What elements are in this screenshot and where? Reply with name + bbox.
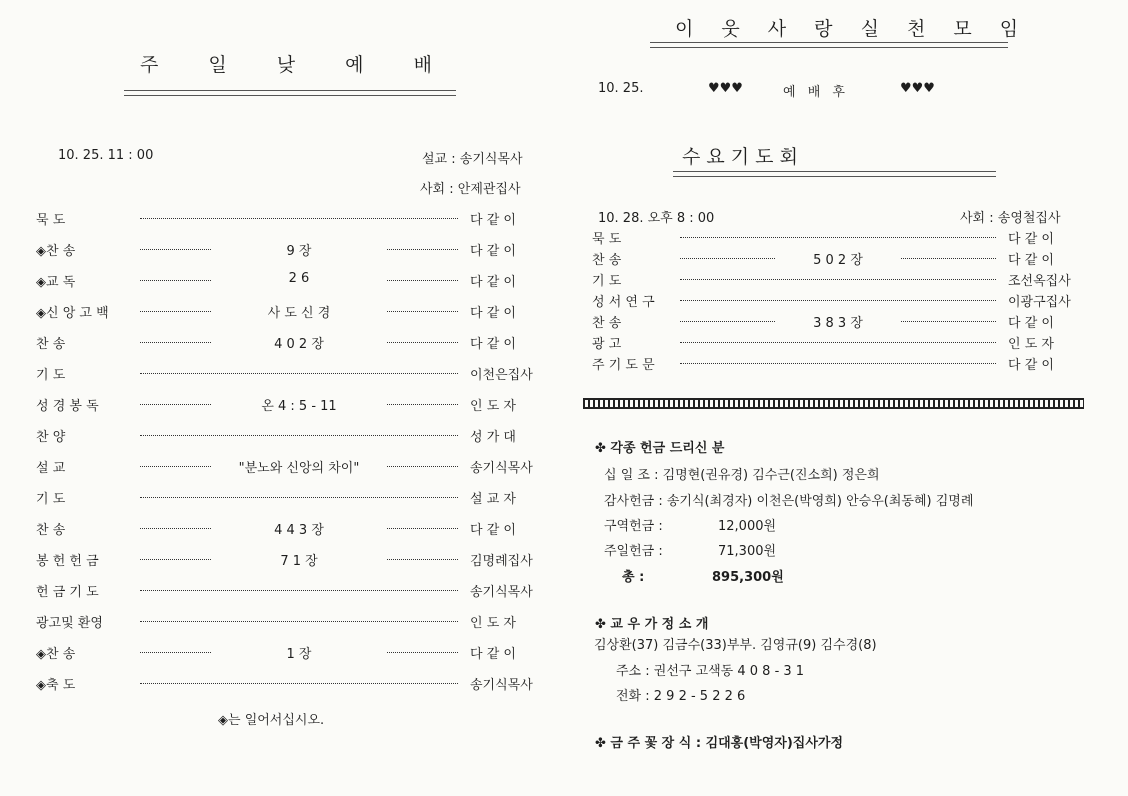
order-item-label: 광 고 — [592, 337, 622, 352]
order-item-leader: 설 교 자 — [470, 492, 516, 507]
leader-line — [387, 559, 458, 560]
service-datetime: 10. 25. 11 : 00 — [58, 148, 154, 163]
order-item-label: 헌 금 기 도 — [36, 585, 99, 600]
order-item-label: 광고및 환영 — [36, 616, 103, 631]
leader-line — [140, 435, 458, 436]
prayer-title: 수 요 기 도 회 — [682, 146, 798, 168]
order-item-leader: 송기식목사 — [470, 461, 533, 476]
order-item-label: 찬 송 — [592, 316, 622, 331]
order-item-detail: 5 0 2 장 — [813, 253, 863, 268]
leader-line — [140, 497, 458, 498]
order-item-label: 찬 송 — [36, 523, 66, 538]
prayer-title-rule — [673, 171, 996, 177]
family-phone: 전화 : 2 9 2 - 5 2 2 6 — [616, 689, 746, 704]
leader-line — [387, 311, 458, 312]
leader-line — [140, 466, 211, 467]
sum-label-district: 구역헌금 : — [604, 519, 663, 534]
leader-line — [140, 590, 458, 591]
hearts-right: ♥♥♥ — [900, 81, 935, 96]
order-item-label: 성 서 연 구 — [592, 295, 655, 310]
sum-value-sunday: 71,300원 — [718, 544, 777, 559]
leader-line — [140, 683, 458, 684]
sum-label-total: 총 : — [622, 570, 645, 585]
footnote: ◈는 일어서십시오. — [218, 713, 325, 728]
order-item-label: 성 경 봉 독 — [36, 399, 99, 414]
sum-value-district: 12,000원 — [718, 519, 777, 534]
order-item-detail: 1 장 — [286, 647, 312, 662]
order-item-label: 기 도 — [36, 368, 66, 383]
order-item-detail: "분노와 신앙의 차이" — [238, 461, 360, 476]
order-item-leader: 다 같 이 — [470, 213, 516, 228]
family-line: 김상환(37) 김금수(33)부부. 김영규(9) 김수경(8) — [594, 638, 877, 653]
leader-line — [680, 342, 996, 343]
after-service: 예 배 후 — [783, 85, 849, 100]
order-item-label: ◈찬 송 — [36, 647, 76, 662]
prayer-presider: 사회 : 송영철집사 — [960, 211, 1061, 226]
offering-header: ✤ 각종 헌금 드리신 분 — [595, 441, 725, 456]
leader-line — [680, 321, 775, 322]
order-item-detail: 7 1 장 — [280, 554, 318, 569]
order-item-label: 찬 송 — [592, 253, 622, 268]
leader-line — [680, 258, 775, 259]
leader-line — [680, 363, 996, 364]
order-item-leader: 김명례집사 — [470, 554, 533, 569]
leader-line — [140, 652, 211, 653]
order-item-detail: 2 6 — [288, 271, 310, 286]
leader-line — [387, 528, 458, 529]
leader-line — [387, 249, 458, 250]
order-item-leader: 송기식목사 — [470, 678, 533, 693]
leader-line — [387, 342, 458, 343]
order-item-label: ◈신 앙 고 백 — [36, 306, 109, 321]
order-item-detail: 사 도 신 경 — [267, 306, 331, 321]
order-item-label: 기 도 — [36, 492, 66, 507]
order-item-detail: 4 4 3 장 — [274, 523, 324, 538]
order-item-leader: 다 같 이 — [1008, 316, 1054, 331]
section-divider — [583, 398, 1084, 409]
leader-line — [140, 559, 211, 560]
leader-line — [140, 311, 211, 312]
order-item-leader: 다 같 이 — [1008, 358, 1054, 373]
leader-line — [901, 321, 996, 322]
right-date: 10. 25. — [598, 81, 644, 96]
order-item-leader: 인 도 자 — [1008, 337, 1054, 352]
offering-line-thanks: 감사헌금 : 송기식(최경자) 이천은(박영희) 안승우(최동혜) 김명례 — [604, 494, 974, 509]
order-item-leader: 송기식목사 — [470, 585, 533, 600]
flower-dedication: ✤ 금 주 꽃 장 식 : 김대홍(박영자)집사가정 — [595, 736, 844, 751]
order-item-leader: 다 같 이 — [470, 523, 516, 538]
order-item-leader: 이천은집사 — [470, 368, 533, 383]
order-item-leader: 조선옥집사 — [1008, 274, 1071, 289]
leader-line — [901, 258, 996, 259]
leader-line — [387, 280, 458, 281]
preacher: 설교 : 송기식목사 — [422, 152, 523, 167]
leader-line — [140, 280, 211, 281]
order-item-label: 설 교 — [36, 461, 66, 476]
order-item-label: ◈찬 송 — [36, 244, 76, 259]
order-item-detail: 9 장 — [286, 244, 312, 259]
order-item-leader: 다 같 이 — [470, 337, 516, 352]
leader-line — [140, 528, 211, 529]
left-title: 주 일 낮 예 배 — [140, 54, 454, 76]
leader-line — [140, 621, 458, 622]
order-item-leader: 다 같 이 — [470, 647, 516, 662]
leader-line — [387, 652, 458, 653]
family-header: ✤ 교 우 가 정 소 개 — [595, 617, 709, 632]
presider: 사회 : 안제관집사 — [420, 182, 521, 197]
leader-line — [387, 404, 458, 405]
order-item-leader: 다 같 이 — [470, 275, 516, 290]
order-item-leader: 다 같 이 — [1008, 253, 1054, 268]
leader-line — [680, 300, 996, 301]
leader-line — [140, 404, 211, 405]
prayer-datetime: 10. 28. 오후 8 : 00 — [598, 211, 715, 226]
left-title-rule — [124, 90, 456, 96]
order-item-leader: 인 도 자 — [470, 399, 516, 414]
order-item-leader: 다 같 이 — [1008, 232, 1054, 247]
order-item-label: 주 기 도 문 — [592, 358, 655, 373]
order-item-leader: 다 같 이 — [470, 306, 516, 321]
order-item-label: ◈축 도 — [36, 678, 76, 693]
order-item-label: 기 도 — [592, 274, 622, 289]
offering-line-tithe: 십 일 조 : 김명현(권유경) 김수근(진소희) 정은희 — [604, 468, 880, 483]
order-item-leader: 인 도 자 — [470, 616, 516, 631]
sum-label-sunday: 주일헌금 : — [604, 544, 663, 559]
family-address: 주소 : 권선구 고색동 4 0 8 - 3 1 — [616, 664, 805, 679]
order-item-leader: 성 가 대 — [470, 430, 516, 445]
order-item-leader: 다 같 이 — [470, 244, 516, 259]
order-item-detail: 4 0 2 장 — [274, 337, 324, 352]
right-title: 이 웃 사 랑 실 천 모 임 — [675, 18, 1030, 40]
order-item-label: 묵 도 — [36, 213, 66, 228]
order-item-detail: 온 4 : 5 - 11 — [261, 399, 337, 414]
sum-value-total: 895,300원 — [712, 570, 784, 585]
leader-line — [140, 373, 458, 374]
leader-line — [140, 218, 458, 219]
order-item-label: ◈교 독 — [36, 275, 76, 290]
leader-line — [680, 237, 996, 238]
leader-line — [140, 249, 211, 250]
order-item-detail: 3 8 3 장 — [813, 316, 863, 331]
hearts-left: ♥♥♥ — [708, 81, 743, 96]
right-title-rule — [650, 42, 1008, 48]
leader-line — [680, 279, 996, 280]
order-item-label: 묵 도 — [592, 232, 622, 247]
order-item-label: 찬 송 — [36, 337, 66, 352]
order-item-leader: 이광구집사 — [1008, 295, 1071, 310]
order-item-label: 봉 헌 헌 금 — [36, 554, 99, 569]
leader-line — [140, 342, 211, 343]
order-item-label: 찬 양 — [36, 430, 66, 445]
leader-line — [387, 466, 458, 467]
